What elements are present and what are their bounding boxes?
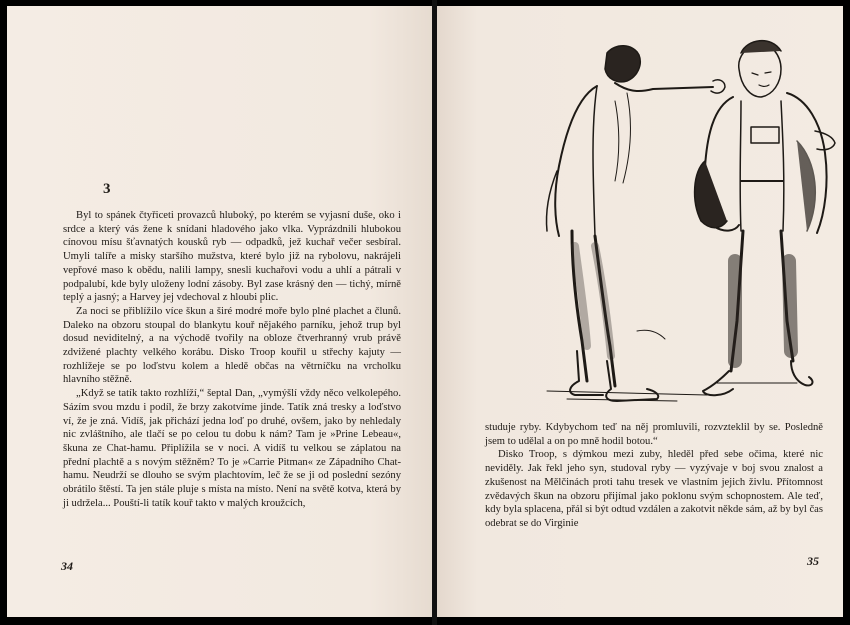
chapter-number: 3 — [103, 181, 111, 197]
paragraph: Byl to spánek čtyřiceti provazců hluboký, po kterém se vyjasní duše, oko i srdce a který vás žene k snídani hladového jako vlka. Vyprázdnili hlubokou cínovou mísu šťavnatých kousků ryb — odpadků, jež kuchař večer sesbíral. Umyli talíře a misky staršího mužstva, které bylo již na rybolovu, nakrájeli vepřové maso k obědu, nalili lampy, snesli kuchařovi vodu a uhlí a pátrali v podpalubí, kde byly uloženy lodní zásoby. Byl zase krásný den — tichý, mírně teplý a jasný; a Harvey jej vdechoval z hloubi plic. — [63, 210, 401, 304]
page-number-right: 35 — [807, 554, 819, 568]
page-number-left: 34 — [61, 559, 73, 573]
figure-left-man — [546, 46, 725, 401]
paragraph: „Když se tatík takto rozhlíží,“ šeptal Dan, „vymýšlí vždy něco velkolepého. Sázím svou mzdu i podíl, že brzy zakotvíme jinde. Tatík zná tresky a loďstvo ví, že je zná. Vidíš, jak přichází jedna loď po druhé, ovšem, jako by nehledaly nic zvláštního, ale tlačí se po celou tu dobu k nám? Tam je »Prine Lebeau«, škuna ze Chat-hamu. Připlížila se v noci. A vidíš tu velkou se záplatou na přední plachtě a s novým stěžněm? To je »Carrie Pitman« ze Západního Chat-hamu. Neudrží se dlouho se svým plachtovím, leč že se ji od poslední sezóny obrátilo štěstí. Ta jen stále pluje s místa na místo. Není na světě kotva, která by ji udržela... Pouští-li tatík kouř takto v malých kroužcích, — [63, 388, 401, 509]
figure-right-man — [695, 41, 835, 396]
paragraph: Disko Troop, s dýmkou mezi zuby, hleděl před sebe očima, které nic neviděly. Jak řekl jeho syn, studoval ryby — vyzývaje v boj svou znalost a zkušenost na Mělčinách proti tahu tresek ve vlastním jejich živlu. Přítomnost zvědavých škun na obzoru přijímal jako poklonu svým schopnostem. Ale teď, kdy byla splacena, přál si být odtud vzdálen a zakotvit někde sám, až by byl čas odebrat se do Virginie — [485, 449, 824, 529]
left-page-text — [63, 209, 401, 510]
illustration-two-fishermen — [497, 31, 837, 416]
paragraph: Za noci se přiblížilo více škun a širé modré moře bylo plné plachet a člunů. Daleko na obzoru stoupal do blankytu kouř nějakého parníku, jehož trup byl dosud neviditelný, a na východě tvořily na obloze čtverhranný vrub právě zdvižené plachty velkého korábu. Disko Troop kouřil u střechy kajuty — rozhlížeje se po loďstvu kolem a hledě občas na větrníčku na vrcholku hlavního stěžně. — [63, 305, 401, 386]
right-page-text — [485, 421, 823, 531]
left-page — [7, 6, 432, 617]
paragraph: studuje ryby. Kdybychom teď na něj promluvili, rozvzteklil by se. Posledně jsem to udělal a on po mně hodil botou.“ — [485, 422, 823, 447]
right-page — [437, 6, 843, 617]
